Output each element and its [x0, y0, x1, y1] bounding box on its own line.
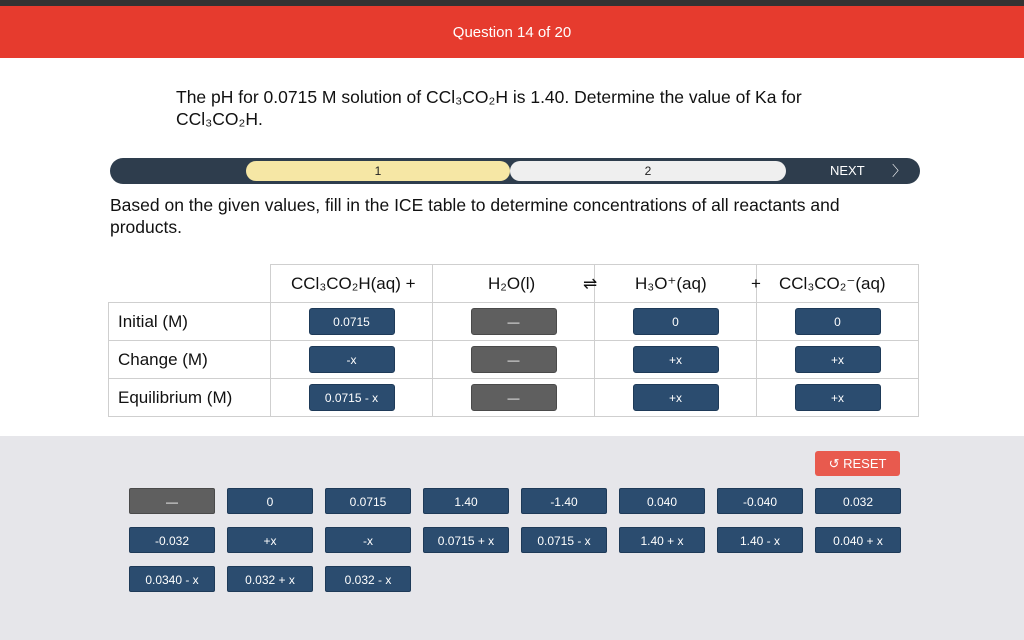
answer-tile[interactable]: 0.0715 - x [521, 527, 607, 553]
answer-tile[interactable]: 0 [227, 488, 313, 514]
ice-cell[interactable] [271, 379, 433, 417]
ice-cell[interactable] [271, 341, 433, 379]
answer-tile[interactable]: — [129, 488, 215, 514]
ice-cell[interactable] [271, 303, 433, 341]
answer-tile[interactable]: 1.40 + x [619, 527, 705, 553]
answer-tile[interactable]: 0.0715 + x [423, 527, 509, 553]
question-line-1: The pH for 0.0715 M solution of CCl₃CO₂H is 1.40. Determine the value of Ka for [176, 87, 802, 107]
header-plus: + [751, 274, 761, 293]
answer-tile[interactable]: 0.032 + x [227, 566, 313, 592]
answer-tile[interactable]: 1.40 [423, 488, 509, 514]
answer-slot[interactable]: 0 [795, 308, 881, 335]
question-counter: Question 14 of 20 [452, 23, 572, 41]
question-line-2: CCl₃CO₂H. [176, 109, 263, 129]
ice-cell[interactable] [433, 379, 595, 417]
ice-row-equilibrium [109, 379, 919, 417]
answer-tile[interactable]: 0.040 [619, 488, 705, 514]
answer-tile[interactable]: 0.0340 - x [129, 566, 215, 592]
ice-cell[interactable] [595, 379, 757, 417]
step-2-tab[interactable]: 2 [510, 161, 786, 181]
ice-header-col2 [433, 265, 598, 303]
next-button[interactable]: NEXT [830, 163, 865, 178]
question-text [176, 86, 876, 130]
step-progress-bar [110, 158, 920, 184]
answer-tile-tray [0, 436, 1024, 640]
answer-slot[interactable]: +x [633, 346, 719, 373]
ice-cell[interactable] [757, 303, 919, 341]
answer-tile[interactable]: +x [227, 527, 313, 553]
ice-cell[interactable] [595, 303, 757, 341]
answer-tile[interactable]: -x [325, 527, 411, 553]
answer-tile[interactable]: 0.0715 [325, 488, 411, 514]
answer-slot[interactable]: — [471, 346, 557, 373]
answer-slot[interactable]: +x [795, 346, 881, 373]
header-hydronium: H₃O⁺(aq) [635, 274, 707, 293]
reset-button[interactable] [815, 451, 900, 476]
ice-cell[interactable] [595, 341, 757, 379]
answer-slot[interactable]: +x [795, 384, 881, 411]
answer-slot[interactable]: 0.0715 [309, 308, 395, 335]
answer-tile[interactable]: -1.40 [521, 488, 607, 514]
answer-slot[interactable]: 0.0715 - x [309, 384, 395, 411]
row-label-change: Change (M) [109, 341, 271, 379]
header-conjugate-base: CCl₃CO₂⁻(aq) [779, 274, 886, 293]
row-label-initial: Initial (M) [109, 303, 271, 341]
ice-cell[interactable] [433, 341, 595, 379]
answer-slot[interactable]: — [471, 308, 557, 335]
ice-cell[interactable] [757, 379, 919, 417]
equilibrium-arrow: ⇌ [583, 274, 598, 293]
ice-cell[interactable] [433, 303, 595, 341]
chevron-right-icon[interactable]: 〉 [892, 163, 906, 179]
answer-slot[interactable]: 0 [633, 308, 719, 335]
ice-table [108, 264, 919, 417]
answer-tile[interactable]: 1.40 - x [717, 527, 803, 553]
ice-corner-cell [109, 265, 271, 303]
header-reactant-acid: CCl₃CO₂H(aq) + [291, 274, 416, 293]
undo-icon: ↺ [828, 456, 840, 471]
answer-slot[interactable]: +x [633, 384, 719, 411]
instruction-text: Based on the given values, fill in the ICE table to determine concentrations of all reactants and products. [110, 195, 840, 237]
header-bar [0, 6, 1024, 58]
ice-row-initial [109, 303, 919, 341]
ice-header-col3 [595, 265, 757, 303]
answer-tile[interactable]: 0.040 + x [815, 527, 901, 553]
header-water: H₂O(l) [488, 274, 536, 293]
row-label-equilibrium: Equilibrium (M) [109, 379, 271, 417]
ice-cell[interactable] [757, 341, 919, 379]
step-1-tab[interactable]: 1 [246, 161, 510, 181]
answer-tile[interactable]: -0.040 [717, 488, 803, 514]
answer-tile[interactable]: 0.032 - x [325, 566, 411, 592]
answer-tile[interactable]: 0.032 [815, 488, 901, 514]
ice-row-change [109, 341, 919, 379]
answer-slot[interactable]: — [471, 384, 557, 411]
answer-tile[interactable]: -0.032 [129, 527, 215, 553]
answer-slot[interactable]: -x [309, 346, 395, 373]
ice-header-col1 [271, 265, 433, 303]
ice-header-col4 [751, 265, 919, 303]
ice-header-row [109, 265, 919, 303]
reset-label: RESET [843, 456, 887, 471]
